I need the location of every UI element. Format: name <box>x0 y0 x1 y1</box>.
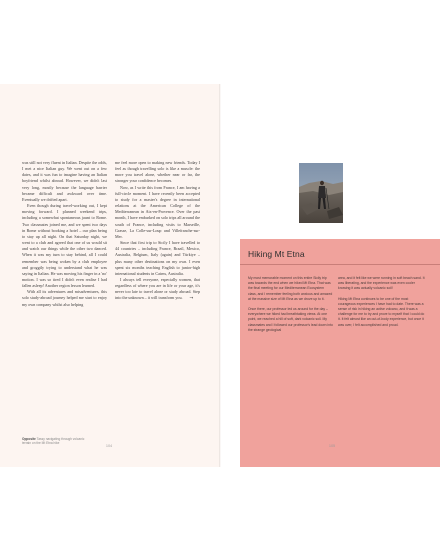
body-paragraph-last <box>115 277 200 303</box>
hiker-photo <box>299 163 343 223</box>
body-paragraph: Even though during travel-working out, I kept moving forward. I planned weekend trips, including a somewhat spontaneous jaunt to Rome. Two classmates joined me, and we spent two days in Rome without booking a hotel – our plan being to stay up all night. On that Saturday night, we went to a club and agreed that one of us would sit and watch our things while the other two danced. When it was my turn to stay behind, all I could remember was being woken by a club employee and groggily trying to understand what he was saying in Italian. He was moving his finger in a 'no' motion. I was so tired I didn't even realise I had fallen asleep! Another region lesson learned. <box>22 203 107 289</box>
page-number-right: 105 <box>329 444 336 448</box>
sidebar-paragraph: Hiking Mt Etna continues to be one of the most courageous experiences I have had to date. There was a sense of risk in hiking an active volcano, and it was a challenge for me to try and prove to myself that I could do it. It felt almost like an out-of-body experience, but once it was over, I felt accomplished and proud. <box>338 296 425 327</box>
body-paragraph: Since that first trip to Sicily I have travelled to 44 countries – including France, Brazil, Mexico, Australia, Belgium, Italy (again) and Türkiye – plus many other destinations on my own. I even spent six months teaching English to junior-high international students in Cairns, Australia. <box>115 240 200 276</box>
body-paragraph: I always tell everyone, especially women, that regardless of where you are in life or your age, it's never too late to travel alone or study abroad. Step into the unknown – it will transform you. <box>115 276 200 301</box>
left-body-column-2 <box>115 160 200 310</box>
sidebar-paragraph: Once there, our professor led us around for the day – everywhere we hiked had breathtaking views. At one point, we reached a hill of soft, dark volcanic soil. My classmates and I followed our professor's lead down into the strange geological <box>248 307 333 332</box>
caption-text: Tassy navigating through volcanic terrain on the Mt Etna hike <box>22 437 85 446</box>
page-gutter <box>219 84 221 467</box>
body-paragraph: me feel more open to making new friends. Today I feel as though travelling solo is like a muscle: the more you travel alone, whether near or far, the stronger your confidence becomes. <box>115 160 200 184</box>
volcano-hike-image <box>299 163 343 223</box>
sidebar-paragraph: My most memorable moment on this entire Sicily trip was towards the end when we hiked Mt Etna. That was the final meeting for our Mediterranean Ecosystem class, and I remember feeling both anxious and amazed at the massive size of Mt Etna as we drove up to it. <box>248 276 333 301</box>
caption-label: Opposite <box>22 437 36 441</box>
body-paragraph: was still not very fluent in Italian. Despite the odds, I met a nice Italian guy. We went out on a few dates, and it was fun to imagine having an Italian boyfriend whilst abroad. However, we didn't last very long, mostly because the language barrier became difficult and awkward over time. Eventually we drifted apart. <box>22 160 107 202</box>
page-number-left: 104 <box>106 444 113 448</box>
arrow-right-icon: → <box>189 296 194 302</box>
photo-caption <box>22 437 92 446</box>
sidebar-paragraph: area, and it felt like we were running in soft beach sand. It was liberating, and the experience was even cooler knowing it was actually volcanic soil! <box>338 276 425 291</box>
body-paragraph: With all its adventures and misadventures, this solo study-abroad journey helped me start to enjoy my own company whilst also helping <box>22 289 107 307</box>
sidebar-divider <box>240 264 440 265</box>
sidebar-title: Hiking Mt Etna <box>248 249 305 259</box>
body-paragraph: Now, as I write this from France, I am having a full-circle moment. I have recently been accepted to study for a master's degree in international relations at the American College of the Mediterranean in Aix-en-Provence. Over the past month, I have embarked on solo trips all around the south of France, including visits to Marseille, Grasse, La Colle-sur-Loup and Villefranche-sur-Mer. <box>115 184 200 239</box>
left-body-column-1 <box>22 160 107 370</box>
sidebar-column-2 <box>338 276 426 436</box>
sidebar-column-1 <box>248 276 333 436</box>
